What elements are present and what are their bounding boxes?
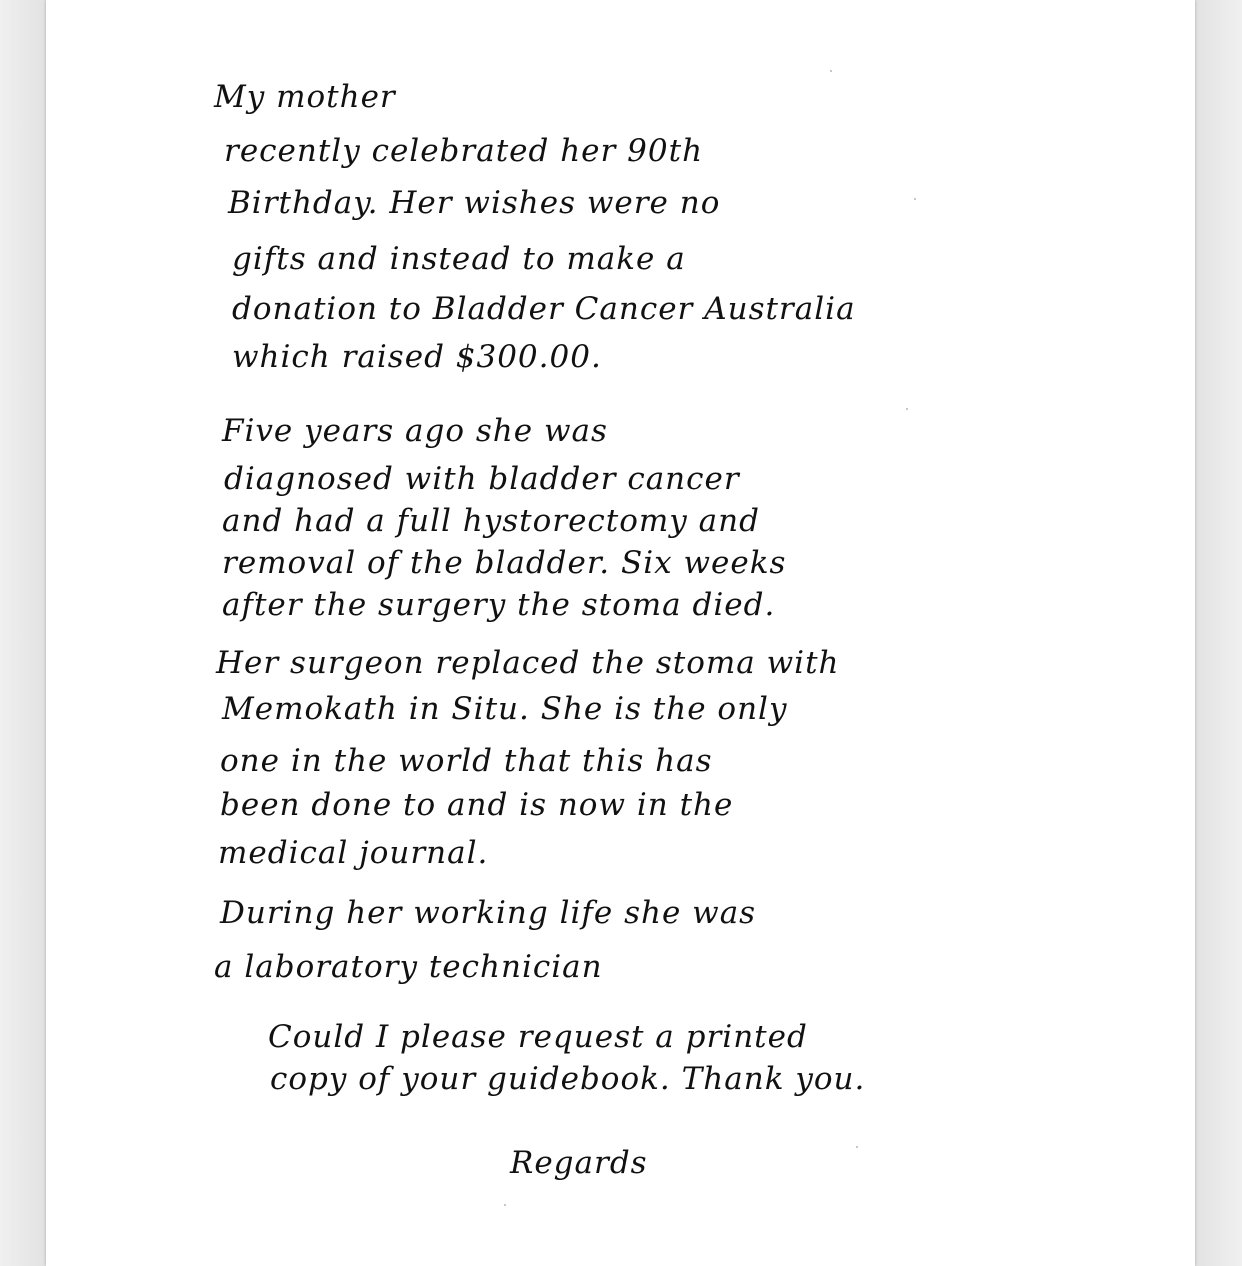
text-line: Her surgeon replaced the stoma with <box>216 645 840 681</box>
text-line: and had a full hystorectomy and <box>222 503 760 539</box>
text-line: donation to Bladder Cancer Australia <box>232 291 856 327</box>
text-line: Memokath in Situ. She is the only <box>222 691 788 727</box>
closing-text: Regards <box>510 1145 648 1181</box>
text-line: Birthday. Her wishes were no <box>228 185 721 221</box>
text-line: diagnosed with bladder cancer <box>224 461 740 497</box>
viewer-background-left <box>0 0 46 1266</box>
text-line: Could I please request a printed <box>268 1019 808 1055</box>
text-line: medical journal. <box>218 835 489 871</box>
text-line: after the surgery the stoma died. <box>222 587 776 623</box>
text-line: been done to and is now in the <box>220 787 734 823</box>
text-line: removal of the bladder. Six weeks <box>222 545 787 581</box>
scan-speck <box>830 70 832 72</box>
text-line: gifts and instead to make a <box>232 241 686 277</box>
scan-speck <box>914 198 916 200</box>
text-line: Five years ago she was <box>222 413 608 449</box>
text-line: During her working life she was <box>220 895 757 931</box>
text-line: one in the world that this has <box>220 743 713 779</box>
text-line: copy of your guidebook. Thank you. <box>270 1061 866 1097</box>
viewer-background-right <box>1195 0 1242 1266</box>
text-line: which raised $300.00. <box>232 339 602 375</box>
text-line: a laboratory technician <box>214 949 603 985</box>
scan-speck <box>504 1204 506 1206</box>
scan-speck <box>856 1146 858 1148</box>
text-line: My mother <box>214 79 396 115</box>
scan-speck <box>906 408 908 410</box>
text-line: recently celebrated her 90th <box>224 133 704 169</box>
document-page <box>46 0 1195 1266</box>
